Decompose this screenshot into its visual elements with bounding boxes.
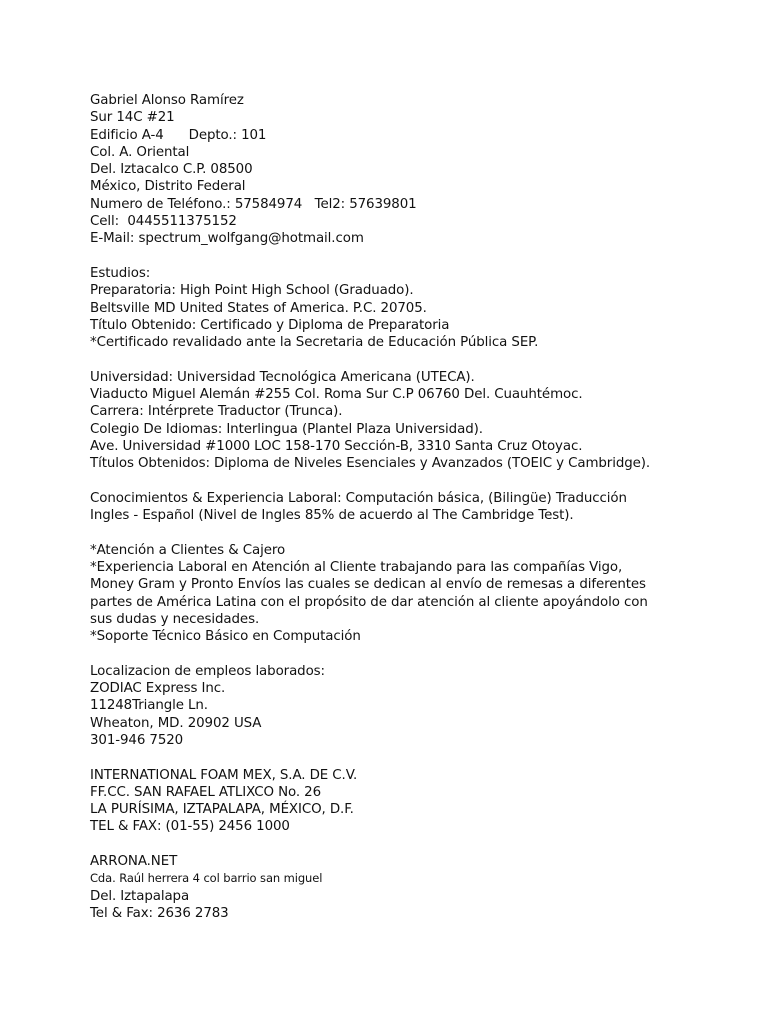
contact-cell: Cell: 0445511375152 — [90, 214, 237, 230]
prep-title: Título Obtenido: Certificado y Diploma de Preparatoria — [90, 317, 450, 333]
contact-phone: Numero de Teléfono.: 57584974 Tel2: 57639801 — [90, 196, 417, 212]
experience-item-3: *Soporte Técnico Básico en Computación — [90, 629, 361, 645]
contact-street: Sur 14C #21 — [90, 110, 175, 126]
experience-item-2-line-1: *Experiencia Laboral en Atención al Cliente trabajando para las compañías Vigo, — [90, 560, 623, 576]
prep-school: Preparatoria: High Point High School (Graduado). — [90, 283, 414, 299]
employer-zodiac-city: Wheaton, MD. 20902 USA — [90, 715, 262, 731]
prep-location: Beltsville MD United States of America. P.C. 20705. — [90, 300, 427, 316]
resume-document — [90, 92, 750, 922]
university-name: Universidad: Universidad Tecnológica Americana (UTECA). — [90, 369, 475, 385]
experience-item-2-line-2: Money Gram y Pronto Envíos las cuales se dedican al envío de remesas a diferentes — [90, 577, 646, 593]
contact-colony: Col. A. Oriental — [90, 144, 190, 160]
employer-arrona-name: ARRONA.NET — [90, 854, 178, 870]
contact-building: Edificio A-4 Depto.: 101 — [90, 127, 267, 143]
spacer — [90, 524, 750, 541]
language-school: Colegio De Idiomas: Interlingua (Plantel Plaza Universidad). — [90, 421, 483, 437]
skills-line-1: Conocimientos & Experiencia Laboral: Computación básica, (Bilingüe) Traducción — [90, 490, 627, 506]
experience-item-1: *Atención a Clientes & Cajero — [90, 542, 286, 558]
skills-line-2: Ingles - Español (Nivel de Ingles 85% de acuerdo al The Cambridge Test). — [90, 508, 574, 524]
contact-delegation: Del. Iztacalco C.P. 08500 — [90, 162, 253, 178]
spacer — [90, 646, 750, 663]
prep-note: *Certificado revalidado ante la Secretaria de Educación Pública SEP. — [90, 335, 539, 351]
university-address: Viaducto Miguel Alemán #255 Col. Roma Sur C.P 06760 Del. Cuauhtémoc. — [90, 387, 583, 403]
employer-foam-city: LA PURÍSIMA, IZTAPALAPA, MÉXICO, D.F. — [90, 802, 354, 818]
studies-heading: Estudios: — [90, 265, 151, 281]
spacer — [90, 836, 750, 853]
employer-arrona-phone: Tel & Fax: 2636 2783 — [90, 905, 229, 921]
employer-zodiac-street: 11248Triangle Ln. — [90, 698, 208, 714]
contact-email: E-Mail: spectrum_wolfgang@hotmail.com — [90, 231, 364, 247]
employer-arrona-street: Cda. Raúl herrera 4 col barrio san miguel — [90, 871, 323, 886]
employer-zodiac-phone: 301-946 7520 — [90, 732, 184, 748]
spacer — [90, 749, 750, 766]
spacer — [90, 473, 750, 490]
language-address: Ave. Universidad #1000 LOC 158-170 Sección-B, 3310 Santa Cruz Otoyac. — [90, 438, 583, 454]
employers-heading: Localizacion de empleos laborados: — [90, 663, 325, 679]
employer-foam-street: FF.CC. SAN RAFAEL ATLIXCO No. 26 — [90, 784, 322, 800]
spacer — [90, 351, 750, 368]
employer-foam-name: INTERNATIONAL FOAM MEX, S.A. DE C.V. — [90, 767, 358, 783]
employer-zodiac-name: ZODIAC Express Inc. — [90, 681, 226, 697]
employer-foam-phone: TEL & FAX: (01-55) 2456 1000 — [90, 819, 290, 835]
contact-city: México, Distrito Federal — [90, 179, 246, 195]
experience-item-2-line-4: sus dudas y necesidades. — [90, 611, 260, 627]
employer-arrona-city: Del. Iztapalapa — [90, 888, 190, 904]
spacer — [90, 248, 750, 265]
language-titles: Títulos Obtenidos: Diploma de Niveles Esenciales y Avanzados (TOEIC y Cambridge). — [90, 456, 651, 472]
experience-item-2-line-3: partes de América Latina con el propósito de dar atención al cliente apoyándolo con — [90, 594, 648, 610]
university-career: Carrera: Intérprete Traductor (Trunca). — [90, 404, 343, 420]
contact-name: Gabriel Alonso Ramírez — [90, 93, 244, 108]
